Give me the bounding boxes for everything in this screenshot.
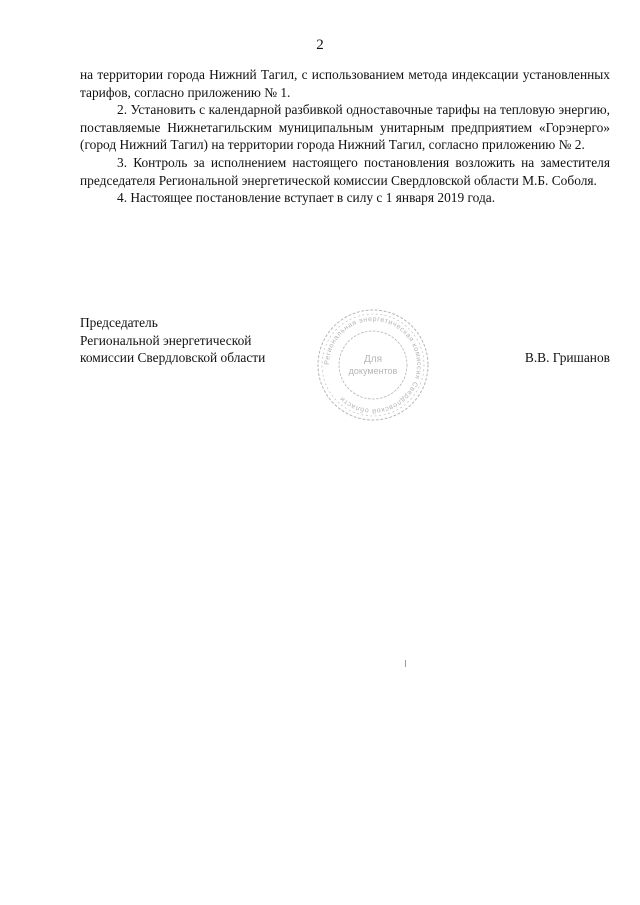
svg-text:документов: документов — [348, 366, 398, 376]
page-number: 2 — [316, 37, 324, 53]
signatory-title — [80, 314, 265, 367]
official-stamp — [311, 307, 435, 423]
signatory-title-line: Председатель — [80, 315, 158, 330]
signatory-title-line: Региональной энергетической — [80, 332, 252, 348]
paragraph-item-2: 2. Установить с календарной разбивкой одноставочные тарифы на тепловую энергию, поставляемые Нижнетагильским муниципальным унитарным предприятием «Горэнерго» (город Нижний Тагил) на территории города Нижний Тагил, согласно приложению № 2. — [80, 102, 610, 153]
document-body — [80, 66, 610, 207]
signatory-title-line: комиссии Свердловской области — [80, 350, 266, 366]
svg-text:Региональная энергетическая ко: Региональная энергетическая комиссия Свердловской области — [323, 315, 423, 415]
paragraph-item-4: 4. Настоящее постановление вступает в силу с 1 января 2019 года. — [117, 190, 496, 206]
stamp-seal-icon — [311, 307, 435, 423]
paragraph-continuation: на территории города Нижний Тагил, с использованием метода индексации установленных тарифов, согласно приложению № 1. — [80, 67, 610, 100]
signatory-name: В.В. Гришанов — [524, 350, 610, 365]
paragraph-item-3: 3. Контроль за исполнением настоящего постановления возложить на заместителя председателя Региональной энергетической комиссии Свердловской области М.Б. Соболя. — [80, 154, 610, 188]
svg-text:Для: Для — [363, 354, 383, 365]
scan-speck — [405, 660, 406, 667]
